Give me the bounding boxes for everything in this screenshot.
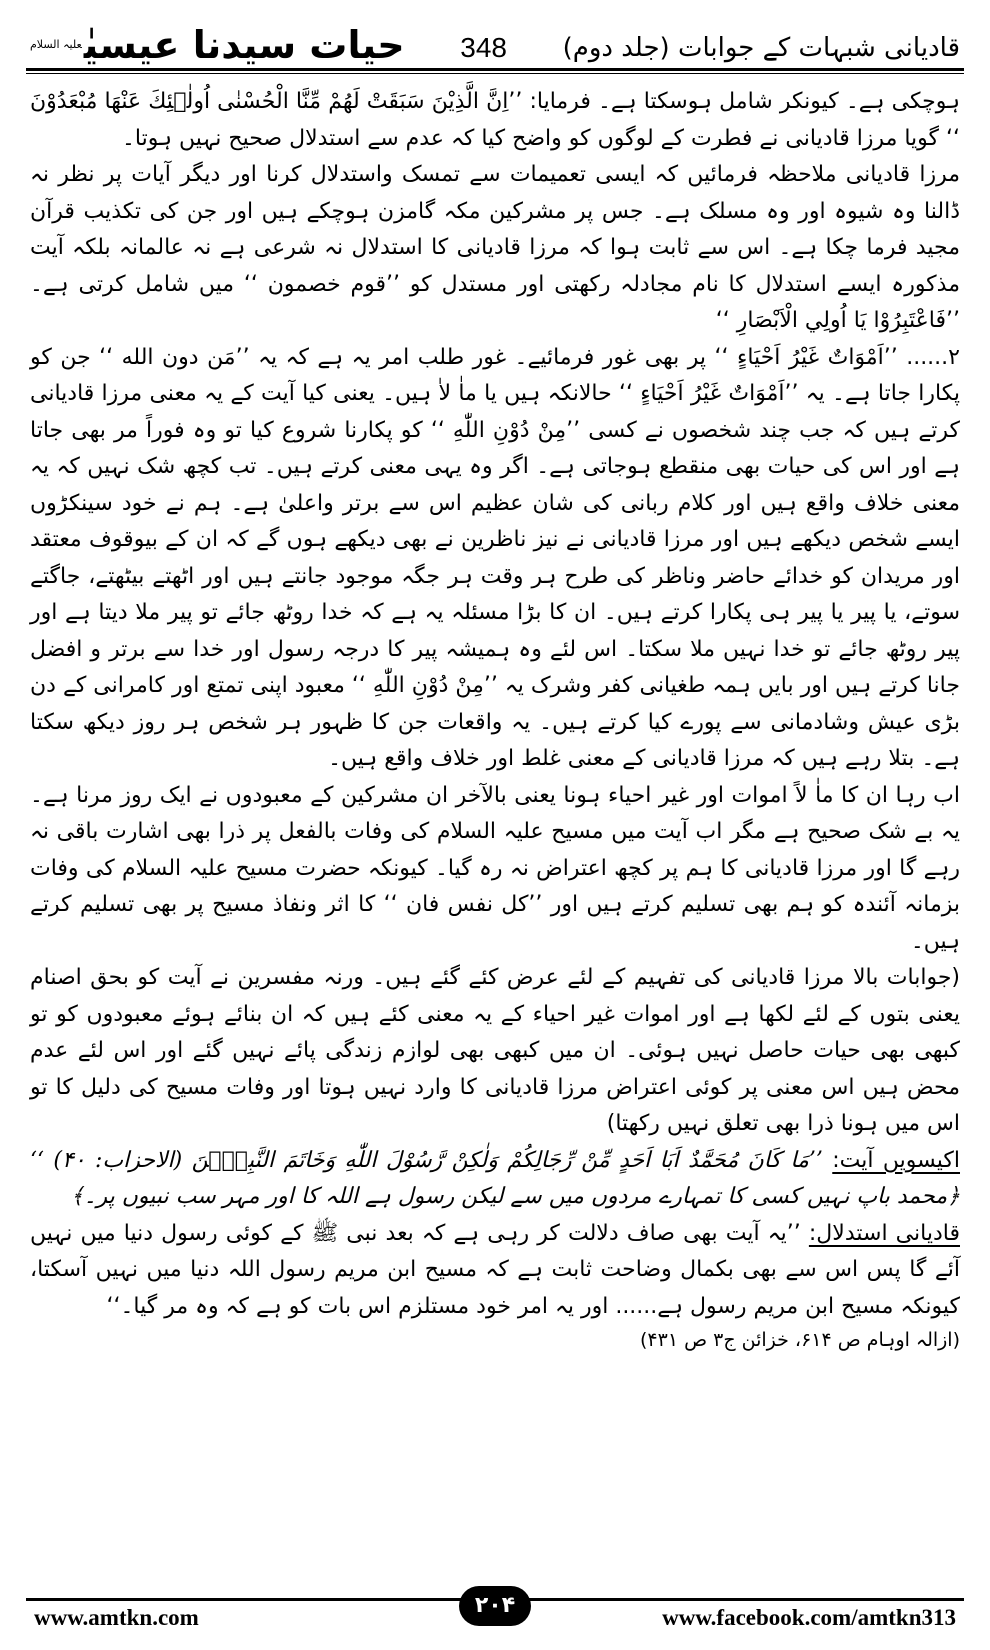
header-rule-thick bbox=[26, 68, 964, 71]
body-text bbox=[30, 84, 960, 1355]
header-rule-thin bbox=[26, 73, 964, 74]
section-21 bbox=[30, 1143, 960, 1216]
citation: (ازالہ اوہام ص ۶۱۴، خزائن ج۳ ص ۴۳۱) bbox=[640, 1329, 960, 1351]
paragraph-3: ۲...... ’’اَمْوَاتٌ غَيْرُ اَحْيَاءٍ ‘‘ پر بھی غور فرمائیے۔ غور طلب امر یہ ہے کہ یہ ’’مَن دون الله ‘‘ جن کو پکارا جاتا ہے۔ یہ ’’اَمْوَاتٌ غَيْرُ اَحْيَاءٍ ‘‘ حالانکہ ہیں یا ماٰ لاٰ ہیں۔ یعنی کیا آیت کے یہ معنی مرزا قادیانی کرتے ہیں کہ جب چند شخصوں نے کسی ’’مِنْ دُوْنِ اللّٰهِ ‘‘ کو پکارنا شروع کیا تو وہ فوراً مر بھی جاتا ہے اور اس کی حیات بھی منقطع ہوجاتی ہے۔ اگر وہ یہی معنی کرتے ہیں۔ تب کچھ شک نہیں کہ یہ معنی خلاف واقع ہیں اور کلام ربانی کی شان عظیم اس سے برتر واعلیٰ ہے۔ ہم نے خود سینکڑوں ایسے شخص دیکھے ہیں اور مرزا قادیانی نے نیز ناظرین نے بھی دیکھے ہوں گے کہ ان کے بیوقوف معتقد اور مریدان کو خدائے حاضر وناظر کی طرح ہر وقت ہر جگہ موجود جانتے ہیں اور اٹھتے بیٹھتے، جاگتے سوتے، یا پیر یا پیر ہی پکارا کرتے ہیں۔ ان کا بڑا مسئلہ یہ ہے کہ خدا روٹھ جائے تو پیر ملا دیتا ہے اور پیر روٹھ جائے تو خدا نہیں ملا سکتا۔ اس لئے وہ ہمیشہ پیر کا درجہ رسول اور خدا سے برتر و افضل جانا کرتے ہیں اور بایں ہمہ طغیانی کفر وشرک یہ ’’مِنْ دُوْنِ اللّٰهِ ‘‘ معبود اپنی تمتع اور کامرانی کے دن بڑی عیش وشادمانی سے پورے کیا کرتے ہیں۔ یہ واقعات جن کا ظہور ہر شخص ہر روز دیکھ سکتا ہے۔ بتلا رہے ہیں کہ مرزا قادیانی کے معنی غلط اور خلاف واقع ہیں۔ bbox=[30, 344, 961, 771]
honorific: علیہ السلام bbox=[30, 38, 82, 51]
qadiani-argument-heading: قادیانی استدلال: bbox=[808, 1220, 960, 1246]
paragraph-5: (جوابات بالا مرزا قادیانی کی تفہیم کے لئے عرض کئے گئے ہیں۔ ورنہ مفسرین نے آیت کو بحق اصنام یعنی بتوں کے لئے لکھا ہے اور اموات غیر احیاء کے یہ معنی کئے ہیں کہ ان بنائے ہوئے معبودوں کو تو کبھی بھی حیات حاصل نہیں ہوئی۔ ان میں کبھی بھی لوازم زندگی پائے نہیں گئے اور اس لئے عدم محض ہیں اس معنی پر کوئی اعتراض مرزا قادیانی کا وارد نہیں ہوتا اور وفات مسیح کی دلیل کا تو اس میں ہونا ذرا بھی تعلق نہیں رکھتا) bbox=[30, 965, 960, 1136]
section-21-verse: ’’مَا كَانَ مُحَمَّدٌ اَبَا اَحَدٍ مِّنْ رِّجَالِكُمْ وَلٰكِنْ رَّسُوْلَ اللّٰهِ وَخَاتَمَ النَّبِيّٖنَ (الاحزاب: ۴۰) ‘‘ ﴿محمد باپ نہیں کسی کا تمہارے مردوں میں سے لیکن رسول ہے اللہ کا اور مہر سب نبیوں پر۔﴾ bbox=[30, 1147, 960, 1209]
footer-facebook-link[interactable]: www.facebook.com/amtkn313 bbox=[662, 1605, 956, 1630]
paragraph-1: ہوچکی ہے۔ کیونکر شامل ہوسکتا ہے۔ فرمایا: ’’اِنَّ الَّذِیْنَ سَبَقَتْ لَهُمْ مِّنَّا الْحُسْنٰى اُولٰۤئِكَ عَنْهَا مُبْعَدُوْنَ ‘‘ گویا مرزا قادیانی نے فطرت کے لوگوں کو واضح کیا کہ عدم سے استدلال صحیح نہیں ہوتا۔ bbox=[30, 89, 960, 151]
paragraph-2: مرزا قادیانی ملاحظہ فرمائیں کہ ایسی تعمیمات سے تمسک واستدلال کرنا اور دیگر آیات پر نظر نہ ڈالنا وہ شیوہ اور وہ مسلک ہے۔ جس پر مشرکین مکہ گامزن ہوچکے ہیں اور جن کی تکذیب قرآن مجید فرما چکا ہے۔ اس سے ثابت ہوا کہ مرزا قادیانی کا استدلال نہ شرعی ہے نہ عالمانہ بلکہ آیت مذکورہ ایسے استدلال کا نام مجادلہ رکھتی اور مستدل کو ’’قوم خصمون ‘‘ میں شامل کرتی ہے۔ ’’فَاعْتَبِرُوْا يَا اُولِي الْاَبْصَارِ ‘‘ bbox=[30, 162, 960, 333]
section-21-heading: اکیسویں آیت: bbox=[832, 1147, 960, 1173]
qadiani-argument-text: ’’یہ آیت بھی صاف دلالت کر رہی ہے کہ بعد نبی ﷺ کے کوئی رسول دنیا میں نہیں آئے گا پس اس سے بھی بکمال وضاحت ثابت ہے کہ مسیح ابن مریم رسول اللہ دنیا میں نہیں آسکتا، کیونکہ مسیح ابن مریم رسول ہے...... اور یہ امر خود مستلزم اس بات کو ہے کہ وہ مر گیا۔‘‘ bbox=[30, 1220, 960, 1319]
book-title bbox=[30, 22, 405, 68]
paragraph-4: اب رہا ان کا ماٰ لاً اموات اور غیر احیاء ہونا یعنی بالآخر ان مشرکین کے معبودوں نے ایک روز مرنا ہے۔ یہ بے شک صحیح ہے مگر اب آیت میں مسیح علیہ السلام کی وفات بالفعل پر ذرا بھی اشارت باقی نہ رہے گا اور مرزا قادیانی کا ہم پر کچھ اعتراض نہ رہ گیا۔ کیونکہ حضرت مسیح علیہ السلام کی وفات بزمانہ آئندہ کو ہم بھی تسلیم کرتے ہیں اور ’’کل نفس فان ‘‘ کا اثر ونفاذ مسیح پر بھی تسلیم کرتے ہیں۔ bbox=[30, 782, 960, 954]
running-title: قادیانی شبہات کے جوابات (جلد دوم) bbox=[562, 33, 960, 63]
qadiani-argument bbox=[30, 1216, 960, 1356]
footer-page-number: ۲۰۴ bbox=[459, 1586, 531, 1626]
book-page bbox=[26, 18, 964, 1634]
page-footer bbox=[26, 1586, 964, 1634]
header-page-number: 348 bbox=[460, 32, 507, 63]
book-title-text: حیات سیدنا عیسیٰ bbox=[83, 23, 405, 67]
page-header bbox=[26, 18, 964, 74]
footer-website-link[interactable]: www.amtkn.com bbox=[34, 1605, 199, 1630]
